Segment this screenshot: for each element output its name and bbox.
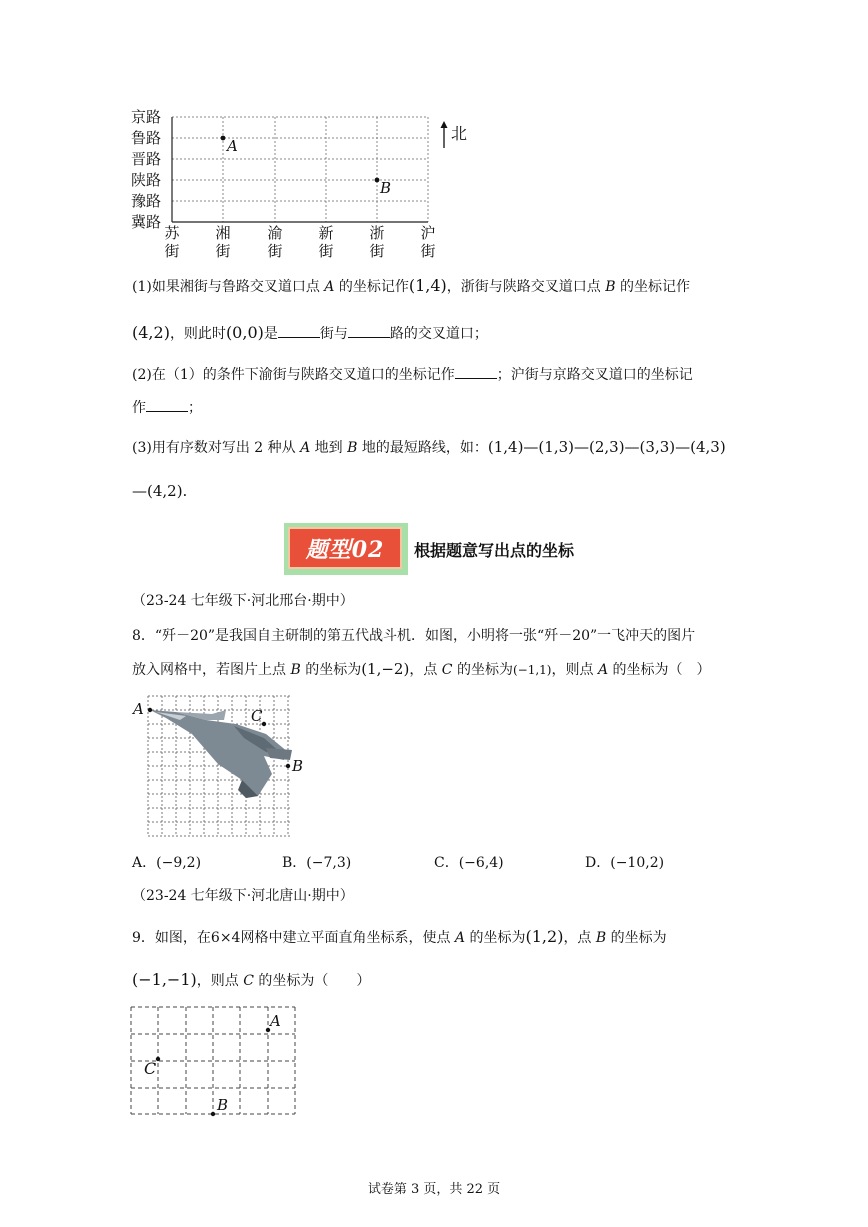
- street-label-yu: 渝 街: [267, 224, 283, 260]
- road-label-shaan: 陕路: [131, 171, 162, 189]
- fighter-jet-image: [150, 710, 292, 798]
- q8-line1: 8．“歼－20”是我国自主研制的第五代战斗机．如图，小明将一张“歼－20”一飞冲天的图片: [132, 628, 696, 644]
- point-b-dot: [375, 178, 380, 183]
- road-label-lu: 鲁路: [131, 129, 162, 147]
- road-label-ji: 冀路: [131, 213, 162, 231]
- grid-point-a-label: A: [270, 1012, 281, 1030]
- grid-point-b-label: B: [217, 1096, 229, 1114]
- q7-part2-line2: 作 ；: [132, 397, 202, 418]
- answer-blank[interactable]: [278, 323, 320, 338]
- street-label-su: 苏 街: [164, 224, 180, 260]
- street-label-hu: 沪 街: [420, 224, 436, 260]
- section-badge: 题型02: [284, 523, 408, 575]
- q7-part3-line2: —(4,2).: [132, 482, 188, 500]
- road-label-yu: 豫路: [131, 192, 162, 210]
- answer-blank[interactable]: [146, 397, 188, 412]
- grid-point-c-label: C: [144, 1059, 157, 1078]
- section-title: 根据题意写出点的坐标: [414, 541, 575, 560]
- jet-grid: [146, 694, 296, 840]
- street-label-xin: 新 街: [318, 224, 334, 260]
- q8-option-d[interactable]: D．(−10,2): [585, 855, 665, 871]
- q8-option-c[interactable]: C．(−6,4): [434, 855, 504, 871]
- jet-point-b-label: B: [292, 757, 304, 775]
- q9-source: （23-24 七年级下·河北唐山·期中）: [132, 888, 354, 904]
- q8-option-a[interactable]: A．(−9,2): [132, 855, 202, 871]
- jet-point-c-label: C: [251, 707, 263, 725]
- q8-line2: 放入网格中，若图片上点 B 的坐标为(1,−2)，点 C 的坐标为(−1,1)，则点 A 的坐标为（ ）: [132, 660, 711, 678]
- road-label-jing: 京路: [131, 108, 162, 126]
- answer-blank[interactable]: [348, 323, 390, 338]
- q7-part3-line1: (3)用有序数对写出 2 种从 A 地到 B 地的最短路线，如：(1,4)—(1,3)—(2,3)—(3,3)—(4,3): [132, 438, 726, 456]
- answer-blank[interactable]: [455, 364, 497, 379]
- q7-part2-line1: (2)在（1）的条件下渝街与陕路交叉道口的坐标记作 ；沪街与京路交叉道口的坐标记: [132, 364, 693, 385]
- q9-line2: (−1,−1)，则点 C 的坐标为（ ）: [132, 970, 371, 989]
- north-arrow-icon: [438, 120, 450, 150]
- q7-part1-line1: (1)如果湘街与鲁路交叉道口点 A 的坐标记作(1,4)，浙街与陕路交叉道口点 B 的坐标记作: [132, 276, 690, 295]
- road-label-jin: 晋路: [131, 150, 162, 168]
- q9-line1: 9．如图，在6×4网格中建立平面直角坐标系，使点 A 的坐标为(1,2)，点 B 的坐标为: [132, 927, 667, 946]
- street-label-zhe: 浙 街: [369, 224, 385, 260]
- point-a-label: A: [227, 137, 238, 155]
- point-b-label: B: [380, 179, 392, 197]
- page-footer: 试卷第 3 页，共 22 页: [367, 1182, 501, 1197]
- street-grid-lines: [160, 108, 450, 233]
- point-a-dot: [221, 136, 226, 141]
- jet-point-a-label: A: [133, 700, 144, 718]
- q8-source: （23-24 七年级下·河北邢台·期中）: [132, 593, 354, 609]
- north-label: 北: [451, 124, 468, 143]
- q8-option-b[interactable]: B．(−7,3): [282, 855, 352, 871]
- street-label-xiang: 湘 街: [215, 224, 231, 260]
- q7-part1-line2: (4,2)，则此时(0,0)是 街与 路的交叉道口；: [132, 323, 488, 342]
